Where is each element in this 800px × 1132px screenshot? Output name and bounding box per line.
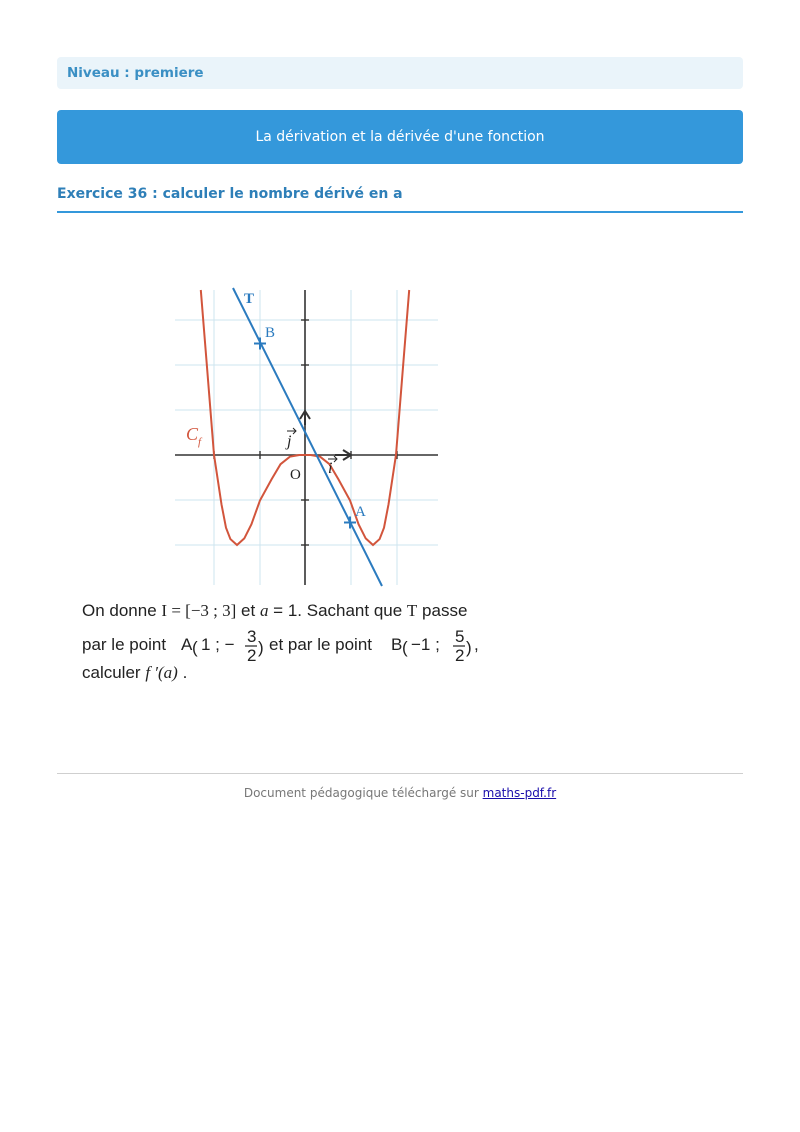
chapter-banner bbox=[57, 110, 743, 164]
label-curve-sub: f bbox=[198, 436, 202, 448]
paren-open-a-icon: ( bbox=[192, 638, 198, 657]
statement-l1-g: passe bbox=[422, 601, 468, 620]
fraction-a-denominator: 2 bbox=[247, 646, 257, 665]
footer-text: Document pédagogique téléchargé sur bbox=[243, 786, 483, 800]
exercise-title: Exercice 36 : calculer le nombre dérivé en a bbox=[57, 186, 743, 213]
fraction-a-numerator: 3 bbox=[247, 627, 257, 646]
label-j: j bbox=[287, 433, 292, 450]
level-box bbox=[57, 57, 743, 89]
statement-l1-d: a bbox=[259, 601, 269, 620]
footer bbox=[57, 786, 743, 800]
graph-grid bbox=[175, 290, 438, 585]
statement-l2-f: −1 ; bbox=[411, 635, 440, 654]
graph-labels bbox=[186, 291, 366, 520]
paren-open-b-icon: ( bbox=[402, 638, 408, 657]
statement-l1-e: = 1. Sachant que bbox=[273, 601, 407, 620]
function-graph bbox=[80, 280, 520, 700]
paren-close-a-icon: ) bbox=[258, 638, 264, 657]
statement-l2-e: B bbox=[391, 635, 403, 654]
statement-l2-a: par le point bbox=[82, 635, 167, 654]
statement-l3-c: . bbox=[182, 663, 188, 682]
footer-divider bbox=[57, 773, 743, 774]
label-origin: O bbox=[290, 467, 301, 483]
statement-l1-a: On donne bbox=[82, 601, 162, 620]
statement-l2-b: A bbox=[181, 635, 193, 654]
label-point-b: B bbox=[265, 325, 276, 341]
statement-l1-f: T bbox=[406, 601, 418, 620]
statement-line-3 bbox=[82, 663, 187, 682]
tangent-line bbox=[233, 288, 382, 586]
i-vector-arrow bbox=[335, 450, 351, 460]
label-i: i bbox=[328, 460, 333, 477]
fraction-b-denominator: 2 bbox=[455, 646, 465, 665]
chapter-title: La dérivation et la dérivée d'une fonction bbox=[255, 129, 545, 145]
statement-line-1 bbox=[82, 601, 467, 620]
statement-l1-c: et bbox=[241, 601, 260, 620]
statement-l2-d: et par le point bbox=[269, 635, 373, 654]
statement-l2-c: 1 ; − bbox=[201, 635, 235, 654]
label-curve: C bbox=[186, 424, 199, 444]
level-label: Niveau : premiere bbox=[67, 65, 204, 81]
paren-close-b-icon: ) bbox=[466, 638, 472, 657]
label-tangent: T bbox=[244, 291, 255, 307]
statement-l3-a: calculer bbox=[82, 663, 146, 682]
statement-l2-g: , bbox=[474, 635, 479, 654]
footer-link[interactable]: maths-pdf.fr bbox=[482, 786, 557, 800]
exercise-figure bbox=[80, 280, 520, 700]
statement-l1-b: I = [−3 ; 3] bbox=[161, 601, 237, 620]
label-point-a: A bbox=[355, 504, 366, 520]
fraction-b-numerator: 5 bbox=[455, 627, 465, 646]
exercise-statement bbox=[82, 601, 479, 682]
statement-l3-b: f ′(a) bbox=[145, 663, 178, 682]
